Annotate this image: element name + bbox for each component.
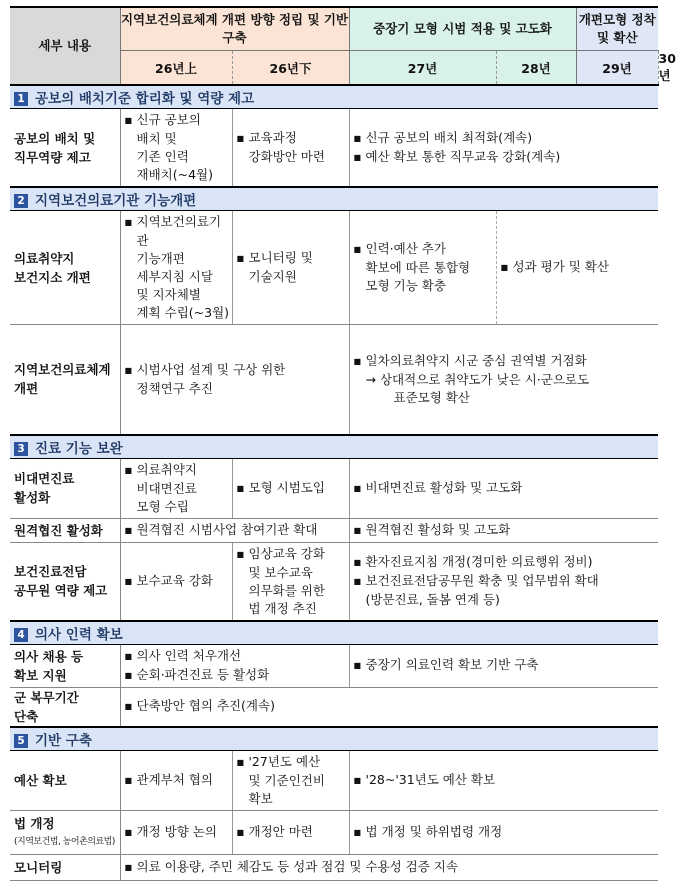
table-row xyxy=(10,811,658,855)
header-phase-2: 중장기 모형 시범 적용 및 고도화 xyxy=(349,7,576,51)
roadmap-table: 세부 내용 지역보건의료체계 개편 방향 정립 및 기반 구축 중장기 모형 시범 적용 및 고도화 개편모형 정착 및 확산 26년上 26년下 27년 28년 29년 30년 1 공보의 배치기준 합리화 및 역량 제고 공보의 배치 및 직무역량 제고 ■ 신규 공보의 배치 및 기존 인력 재배치(~4월) ■ 교육과정 강화방안 마련 ■ 신규 공보의 배치 최적화(계속) ■ 예산 확보 통한 직무교육 강화(계속) 2 지역보건의료기관 기능개편 의료취약지 보건지소 개편 ■ 지역보건의료기관 기능개편 세부지침 시달 및 지자체별 계획 수립(~3월) ■ 모니터링 및 기술지원 ■ 인력·예산 추가 확보에 따른 통합형 모형 기능 확충 ■ 성과 평가 및 확산 지역보건의료체계 개편 ■ 시범사업 설계 및 구상 위한 정책연구 추진 ■ 일차의료취약지 시군 중심 권역별 거점화 → 상대적으로 취약도가 낮은 시·군으로도 표준모형 확산 3 진료 기능 보완 비대면진료 활성화 ■ 의료취약지 비대면진료 모형 수립 ■ 모형 시범도입 ■ 비대면진료 활성화 및 고도화 원격협진 활성화 ■ 원격협진 시범사업 참여기관 확대 ■ 원격협진 활성화 및 고도화 보건진료전담 공무원 역량 제고 ■ 보수교육 강화 ■ 임상교육 강화 및 보수교육 의무화를 위한 법 개정 추진 ■ 환자진료지침 개정(경미한 의료행위 정비) ■ 보건진료전담공무원 확충 및 업무범위 확대 (방문진료, 돌봄 연계 등) 4 의사 인력 확보 의사 채용 등 확보 지원 ■ 의사 인력 처우개선 ■ 순회·파견진료 등 활성화 ■ 중장기 의료인력 확보 기반 구축 군 복무기간 단축 ■ 단축방안 협의 추진(계속) 5 기반 구축 예산 확보 ■ 관계부처 협의 ■ '27년도 예산 및 기준인건비 확보 ■ '28~'31년도 예산 확보 법 개정 (지역보건법, 농어촌의료법) ■ 개정 방향 논의 ■ 개정안 마련 ■ 법 개정 및 하위법령 개정 모니터링 ■ 의료 이용량, 주민 체감도 등 성과 점검 및 수용성 검증 지속 xyxy=(10,6,658,881)
task-cell: ■ 모니터링 및 기술지원 xyxy=(232,211,349,325)
task-cell: ■ '27년도 예산 및 기준인건비 확보 xyxy=(232,751,349,811)
section-header xyxy=(10,435,658,459)
task-cell: ■ 신규 공보의 배치 및 기존 인력 재배치(~4월) xyxy=(120,109,232,188)
section-header xyxy=(10,85,658,109)
row-label: 지역보건의료체계 개편 xyxy=(10,325,120,435)
task-cell: ■ 개정안 마련 xyxy=(232,811,349,855)
task-cell: ■ 원격협진 활성화 및 고도화 xyxy=(349,518,658,542)
task-cell: ■ 원격협진 시범사업 참여기관 확대 xyxy=(120,518,349,542)
header-content-label: 세부 내용 xyxy=(10,7,120,85)
section-number: 1 xyxy=(14,92,28,106)
task-cell: ■ 의료 이용량, 주민 체감도 등 성과 점검 및 수용성 검증 지속 xyxy=(120,855,658,881)
task-cell: ■ 환자진료지침 개정(경미한 의료행위 정비) ■ 보건진료전담공무원 확충 및 업무범위 확대 (방문진료, 돌봄 연계 등) xyxy=(349,542,658,621)
table-row xyxy=(10,325,658,435)
header-period: 26년下 xyxy=(232,51,349,86)
task-cell: ■ 모형 시범도입 xyxy=(232,458,349,518)
row-label: 모니터링 xyxy=(10,855,120,881)
task-cell: ■ 지역보건의료기관 기능개편 세부지침 시달 및 지자체별 계획 수립(~3월) xyxy=(120,211,232,325)
section-title: 의사 인력 확보 xyxy=(35,626,123,643)
section-title: 진료 기능 보완 xyxy=(35,440,123,457)
task-cell: ■ 일차의료취약지 시군 중심 권역별 거점화 → 상대적으로 취약도가 낮은 시·군으로도 표준모형 확산 xyxy=(349,325,658,435)
row-label: 의료취약지 보건지소 개편 xyxy=(10,211,120,325)
table-row xyxy=(10,211,658,325)
task-cell: ■ 교육과정 강화방안 마련 xyxy=(232,109,349,188)
table-row xyxy=(10,644,658,687)
section-header xyxy=(10,187,658,211)
table-row xyxy=(10,458,658,518)
table-row xyxy=(10,687,658,727)
section-number: 5 xyxy=(14,734,28,748)
table-row xyxy=(10,542,658,621)
task-cell: ■ 의사 인력 처우개선 ■ 순회·파견진료 등 활성화 xyxy=(120,644,349,687)
section-number: 4 xyxy=(14,628,28,642)
task-cell: ■ 신규 공보의 배치 최적화(계속) ■ 예산 확보 통한 직무교육 강화(계속) xyxy=(349,109,658,188)
section-header xyxy=(10,727,658,751)
section-number: 2 xyxy=(14,194,28,208)
task-cell: ■ 시범사업 설계 및 구상 위한 정책연구 추진 xyxy=(120,325,349,435)
row-label: 예산 확보 xyxy=(10,751,120,811)
task-cell: ■ 관계부처 협의 xyxy=(120,751,232,811)
task-cell: ■ 의료취약지 비대면진료 모형 수립 xyxy=(120,458,232,518)
header-period: 29년 xyxy=(576,51,658,86)
header-phase-3: 개편모형 정착 및 확산 xyxy=(576,7,658,51)
row-label-note: (지역보건법, 농어촌의료법) xyxy=(14,836,115,847)
section-number: 3 xyxy=(14,442,28,456)
header-period: 27년 xyxy=(349,51,496,86)
row-label: 원격협진 활성화 xyxy=(10,518,120,542)
section-title: 지역보건의료기관 기능개편 xyxy=(35,193,197,209)
row-label: 군 복무기간 단축 xyxy=(10,687,120,727)
task-cell: ■ 비대면진료 활성화 및 고도화 xyxy=(349,458,658,518)
header-phase-1: 지역보건의료체계 개편 방향 정립 및 기반 구축 xyxy=(120,7,349,51)
section-title: 공보의 배치기준 합리화 및 역량 제고 xyxy=(35,91,255,107)
header-period: 28년 xyxy=(496,51,576,86)
task-cell: ■ 중장기 의료인력 확보 기반 구축 xyxy=(349,644,658,687)
section-header xyxy=(10,621,658,645)
task-cell: ■ 보수교육 강화 xyxy=(120,542,232,621)
task-cell: ■ '28~'31년도 예산 확보 xyxy=(349,751,658,811)
header-period: 26년上 xyxy=(120,51,232,86)
task-cell: ■ 법 개정 및 하위법령 개정 xyxy=(349,811,658,855)
table-row xyxy=(10,751,658,811)
arrow-note: → 상대적으로 취약도가 낮은 시·군으로도 표준모형 확산 xyxy=(365,371,590,405)
task-cell: ■ 개정 방향 논의 xyxy=(120,811,232,855)
table-row xyxy=(10,855,658,881)
row-label: 공보의 배치 및 직무역량 제고 xyxy=(10,109,120,188)
row-label: 보건진료전담 공무원 역량 제고 xyxy=(10,542,120,621)
row-label: 법 개정 (지역보건법, 농어촌의료법) xyxy=(10,811,120,855)
row-label: 비대면진료 활성화 xyxy=(10,458,120,518)
task-cell: ■ 성과 평가 및 확산 xyxy=(496,211,658,325)
task-cell: ■ 임상교육 강화 및 보수교육 의무화를 위한 법 개정 추진 xyxy=(232,542,349,621)
table-row xyxy=(10,518,658,542)
section-title: 기반 구축 xyxy=(35,733,92,749)
table-row xyxy=(10,109,658,188)
task-cell: ■ 단축방안 협의 추진(계속) xyxy=(120,687,658,727)
row-label: 의사 채용 등 확보 지원 xyxy=(10,644,120,687)
task-cell: ■ 인력·예산 추가 확보에 따른 통합형 모형 기능 확충 xyxy=(349,211,496,325)
